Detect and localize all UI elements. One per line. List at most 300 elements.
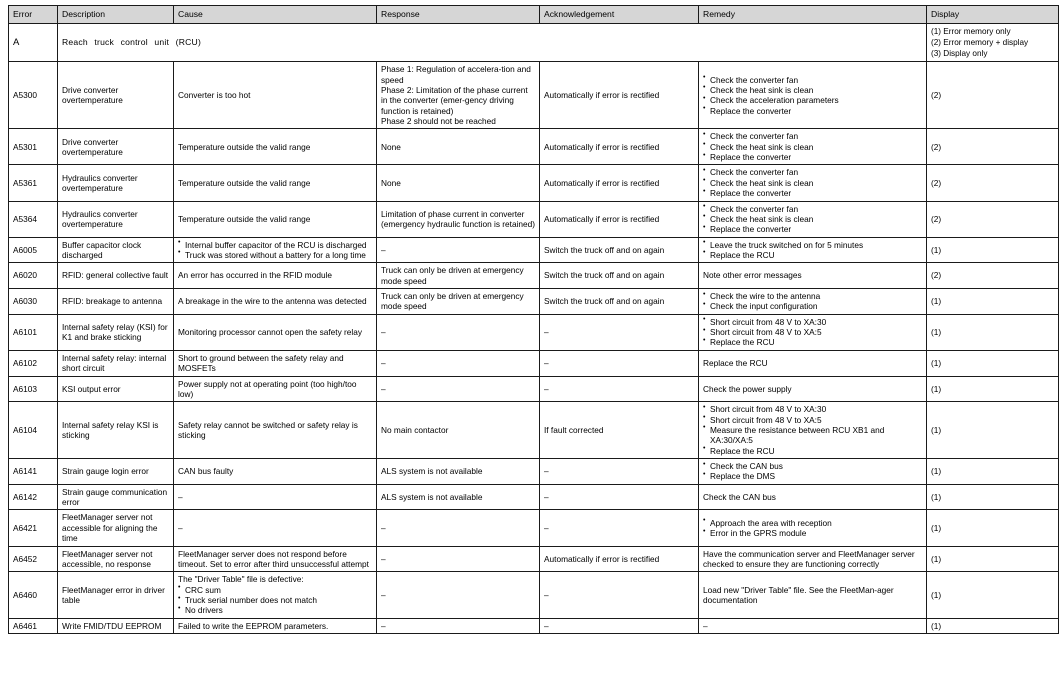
cell-cause [174,459,377,485]
table-row [9,350,1059,376]
acknowledgement-text: – [544,357,549,368]
cell-error [9,618,58,633]
cell-error [9,314,58,350]
cell-cause [174,62,377,129]
cell-acknowledgement [540,129,699,165]
remedy-bullet-item: • Check the converter fan [703,131,923,141]
description-text: Internal safety relay: internal short circuit [62,352,167,374]
cell-remedy [699,402,927,459]
remedy-text: – [703,620,708,631]
table-row [9,484,1059,510]
table-header [9,6,1059,24]
display-text: (1) [931,296,942,307]
cell-response [377,314,540,350]
error-text: A6452 [13,553,37,564]
cell-cause [174,263,377,289]
acknowledgement-text: – [544,383,549,394]
response-text: None [381,141,401,152]
response-line: Phase 2: Limitation of the phase current in the converter (emer-gency driving function is retained) [381,84,528,116]
cause-intro: The "Driver Table" file is defective: [178,574,304,585]
cell-response [377,546,540,572]
error-text: A6142 [13,491,37,502]
cell-acknowledgement [540,402,699,459]
acknowledgement-text: Automatically if error is rectified [544,177,660,188]
cause-text: An error has occurred in the RFID module [178,270,333,281]
cell-acknowledgement [540,459,699,485]
cell-cause [174,201,377,237]
cell-error [9,459,58,485]
acknowledgement-text: – [544,491,549,502]
cell-display [927,618,1059,633]
display-legend-item: (3) Display only [931,49,988,59]
response-line: Phase 2 should not be reached [381,115,496,126]
cause-text: A breakage in the wire to the antenna was detected [178,296,367,307]
table-row [9,263,1059,289]
acknowledgement-text: – [544,620,549,631]
cell-description [58,484,174,510]
cell-error [9,237,58,263]
error-text: A5300 [13,90,37,101]
cell-cause [174,572,377,618]
display-text: (1) [931,589,942,600]
cell-description [58,546,174,572]
response-text: – [381,383,386,394]
group-code: A [9,24,58,62]
error-text: A6101 [13,327,37,338]
description-text: Strain gauge login error [62,466,149,477]
description-text: Buffer capacitor clock discharged [62,239,142,260]
table-row [9,572,1059,618]
response-text: None [381,177,401,188]
cell-acknowledgement [540,350,699,376]
cell-display [927,484,1059,510]
remedy-bullet-list [703,317,923,348]
cell-error [9,289,58,315]
remedy-text: Note other error messages [703,270,802,281]
remedy-bullet-list [703,291,923,312]
cell-acknowledgement [540,546,699,572]
display-text: (2) [931,270,942,281]
response-text: – [381,553,386,564]
error-text: A6141 [13,466,37,477]
cell-error [9,201,58,237]
table-row [9,402,1059,459]
display-text: (1) [931,424,942,435]
acknowledgement-text: Automatically if error is rectified [544,213,660,224]
cell-cause [174,402,377,459]
response-text: – [381,589,386,600]
cell-acknowledgement [540,314,699,350]
cell-cause [174,237,377,263]
remedy-bullet-item: • Check the converter fan [703,204,923,214]
cell-response [377,484,540,510]
remedy-bullet-item: • Short circuit from 48 V to XA:5 [703,415,923,425]
cell-acknowledgement [540,484,699,510]
cause-bullet-item: • CRC sum [178,585,373,595]
cell-acknowledgement [540,263,699,289]
acknowledgement-text: – [544,327,549,338]
cell-description [58,201,174,237]
cause-bullet-item: • Internal buffer capacitor of the RCU is discharged [178,240,373,250]
cell-remedy [699,314,927,350]
remedy-bullet-item: • Replace the converter [703,188,923,198]
cell-cause [174,165,377,201]
cell-error [9,546,58,572]
remedy-bullet-list [703,75,923,116]
remedy-bullet-list [703,240,923,261]
cell-acknowledgement [540,510,699,546]
remedy-bullet-item: • Check the CAN bus [703,461,923,471]
cell-description [58,263,174,289]
acknowledgement-text: If fault corrected [544,424,604,435]
cell-response [377,376,540,402]
display-text: (1) [931,383,942,394]
remedy-bullet-item: • Replace the RCU [703,250,923,260]
cell-acknowledgement [540,572,699,618]
cell-description [58,237,174,263]
response-text: ALS system is not available [381,491,483,502]
table-row [9,314,1059,350]
error-text: A5364 [13,213,37,224]
cell-cause [174,350,377,376]
display-text: (1) [931,553,942,564]
group-title: Reach truck control unit (RCU) [58,24,927,62]
description-text: RFID: general collective fault [62,270,169,281]
cell-description [58,618,174,633]
cell-display [927,289,1059,315]
cell-display [927,402,1059,459]
remedy-text: Load new "Driver Table" file. See the FleetMan-ager documentation [703,584,894,605]
cell-display [927,459,1059,485]
remedy-bullet-item: • Short circuit from 48 V to XA:5 [703,327,923,337]
description-text: Hydraulics converter overtemperature [62,172,138,193]
table-header-row [9,6,1059,24]
acknowledgement-text: – [544,522,549,533]
remedy-bullet-item: • Check the heat sink is clean [703,214,923,224]
cell-response [377,201,540,237]
cell-description [58,289,174,315]
cell-display [927,129,1059,165]
response-line: Phase 1: Regulation of accelera-tion and speed [381,64,531,85]
error-text: A6461 [13,620,37,631]
remedy-bullet-list [703,461,923,482]
cell-display [927,237,1059,263]
display-text: (1) [931,466,942,477]
remedy-text: Have the communication server and FleetManager server checked to ensure they are functioning correctly [703,548,915,569]
remedy-bullet-list [703,167,923,198]
cell-acknowledgement [540,376,699,402]
error-text: A6030 [13,296,37,307]
table-row [9,510,1059,546]
cell-description [58,510,174,546]
remedy-bullet-item: • Replace the converter [703,106,923,116]
cell-cause [174,314,377,350]
description-text: Hydraulics converter overtemperature [62,208,138,230]
cell-description [58,62,174,129]
display-text: (2) [931,213,942,224]
display-text: (1) [931,357,942,368]
cell-remedy [699,165,927,201]
cell-response [377,62,540,129]
description-text: FleetManager server not accessible for aligning the time [62,512,158,544]
remedy-bullet-list [703,204,923,235]
error-text: A5301 [13,141,37,152]
table-row [9,459,1059,485]
table-row [9,165,1059,201]
cause-text: Converter is too hot [178,90,251,101]
cell-description [58,376,174,402]
acknowledgement-text: Switch the truck off and on again [544,296,665,307]
cause-bullet-item: • Truck serial number does not match [178,595,373,605]
cell-error [9,129,58,165]
cause-text: Safety relay cannot be switched or safety relay is sticking [178,419,358,441]
error-text: A5361 [13,177,37,188]
cell-cause [174,546,377,572]
remedy-text: Replace the RCU [703,357,768,368]
cell-response [377,402,540,459]
cause-text: Temperature outside the valid range [178,213,311,224]
cell-display [927,201,1059,237]
cell-description [58,165,174,201]
cell-error [9,165,58,201]
cell-display [927,510,1059,546]
cause-text: CAN bus faulty [178,466,234,477]
response-text: – [381,244,386,255]
acknowledgement-text: Automatically if error is rectified [544,90,660,101]
cell-cause [174,510,377,546]
cell-error [9,402,58,459]
display-legend-item: (2) Error memory + display [931,38,1029,48]
display-legend [927,24,1059,62]
response-text: Limitation of phase current in converter (emergency hydraulic function is retained) [381,208,536,230]
table-row [9,546,1059,572]
cell-acknowledgement [540,165,699,201]
cell-display [927,350,1059,376]
table-row [9,129,1059,165]
cell-acknowledgement [540,201,699,237]
display-text: (2) [931,90,942,101]
remedy-bullet-item: • Replace the converter [703,224,923,234]
cell-cause [174,484,377,510]
cell-remedy [699,546,927,572]
cell-acknowledgement [540,237,699,263]
cell-remedy [699,484,927,510]
response-text: ALS system is not available [381,466,483,477]
cell-response [377,129,540,165]
remedy-bullet-item: • Check the converter fan [703,167,923,177]
description-text: Internal safety relay (KSI) for K1 and brake sticking [62,321,168,343]
cause-text: FleetManager server does not respond before timeout. Set to error after third unsuccessful attempt [178,548,369,569]
cell-remedy [699,129,927,165]
cell-display [927,572,1059,618]
remedy-bullet-item: • Check the input configuration [703,301,923,311]
remedy-text: Check the CAN bus [703,491,776,502]
remedy-bullet-item: • Check the heat sink is clean [703,142,923,152]
description-text: FleetManager server not accessible, no response [62,548,153,569]
response-text: – [381,327,386,338]
remedy-bullet-item: • Replace the DMS [703,471,923,481]
cell-error [9,376,58,402]
remedy-bullet-list [703,131,923,162]
remedy-bullet-item: • Measure the resistance between RCU XB1 and XA:30/XA:5 [703,425,923,446]
cause-bullet-item: • Truck was stored without a battery for a long time [178,250,373,260]
remedy-bullet-item: • Replace the converter [703,152,923,162]
cell-error [9,484,58,510]
error-text: A6460 [13,589,37,600]
error-code-table [8,5,1059,634]
cell-remedy [699,237,927,263]
cell-acknowledgement [540,289,699,315]
description-text: Strain gauge communication error [62,486,168,508]
description-text: Internal safety relay KSI is sticking [62,419,159,441]
table-row [9,618,1059,633]
column-header-response: Response [377,6,540,24]
cell-description [58,129,174,165]
cell-remedy [699,350,927,376]
cause-text: Temperature outside the valid range [178,141,311,152]
cause-bullet-list [178,240,373,261]
cell-remedy [699,618,927,633]
acknowledgement-text: Automatically if error is rectified [544,553,660,564]
cell-remedy [699,572,927,618]
error-text: A6020 [13,270,37,281]
description-text: Drive converter overtemperature [62,84,123,106]
cause-text: – [178,491,183,502]
response-text: – [381,522,386,533]
remedy-bullet-item: • Approach the area with reception [703,518,923,528]
remedy-bullet-item: • Check the heat sink is clean [703,85,923,95]
cause-text: Short to ground between the safety relay and MOSFETs [178,352,344,374]
cell-remedy [699,510,927,546]
error-text: A6102 [13,357,37,368]
cell-cause [174,618,377,633]
cell-remedy [699,201,927,237]
error-text: A6104 [13,424,37,435]
table-row [9,62,1059,129]
cell-remedy [699,289,927,315]
remedy-bullet-item: • Short circuit from 48 V to XA:30 [703,317,923,327]
description-text: RFID: breakage to antenna [62,296,163,307]
remedy-bullet-item: • Short circuit from 48 V to XA:30 [703,404,923,414]
remedy-bullet-item: • Replace the RCU [703,446,923,456]
cell-response [377,459,540,485]
remedy-bullet-item: • Check the wire to the antenna [703,291,923,301]
cell-description [58,350,174,376]
display-text: (1) [931,522,942,533]
cell-response [377,350,540,376]
acknowledgement-text: Switch the truck off and on again [544,270,665,281]
response-text: Truck can only be driven at emergency mode speed [381,291,524,312]
remedy-bullet-list [703,518,923,539]
cell-acknowledgement [540,62,699,129]
cell-display [927,376,1059,402]
cause-text: Power supply not at operating point (too high/too low) [178,378,357,399]
cell-display [927,62,1059,129]
table-row [9,201,1059,237]
response-text: – [381,357,386,368]
cause-text: Failed to write the EEPROM parameters. [178,620,329,631]
cell-remedy [699,376,927,402]
response-text: Truck can only be driven at emergency mode speed [381,265,524,286]
display-text: (2) [931,177,942,188]
table-row [9,237,1059,263]
cell-remedy [699,263,927,289]
error-text: A6421 [13,522,37,533]
remedy-bullet-item: • Leave the truck switched on for 5 minutes [703,240,923,250]
cell-description [58,572,174,618]
cause-text: Temperature outside the valid range [178,177,311,188]
description-text: Write FMID/TDU EEPROM [62,620,162,631]
remedy-bullet-item: • Error in the GPRS module [703,528,923,538]
acknowledgement-text: Switch the truck off and on again [544,244,665,255]
cell-display [927,314,1059,350]
remedy-bullet-item: • Replace the RCU [703,337,923,347]
cell-response [377,237,540,263]
column-header-display: Display [927,6,1059,24]
cell-display [927,263,1059,289]
table-body [9,24,1059,634]
remedy-text: Check the power supply [703,383,792,394]
cell-remedy [699,459,927,485]
remedy-bullet-item: • Check the acceleration parameters [703,95,923,105]
table-row [9,376,1059,402]
cell-cause [174,289,377,315]
cell-cause [174,376,377,402]
remedy-bullet-list [703,404,923,456]
cell-cause [174,129,377,165]
display-text: (1) [931,620,942,631]
column-header-error: Error [9,6,58,24]
response-line-list [381,64,536,126]
cause-text: – [178,522,183,533]
cell-error [9,510,58,546]
cell-remedy [699,62,927,129]
display-legend-item: (1) Error memory only [931,27,1011,36]
response-text: – [381,620,386,631]
cell-response [377,510,540,546]
cell-acknowledgement [540,618,699,633]
cell-display [927,165,1059,201]
cell-response [377,263,540,289]
cell-description [58,402,174,459]
cell-error [9,350,58,376]
column-header-acknowledgement: Acknowledgement [540,6,699,24]
acknowledgement-text: Automatically if error is rectified [544,141,660,152]
table-group-row [9,24,1059,62]
remedy-bullet-item: • Check the converter fan [703,75,923,85]
description-text: KSI output error [62,383,121,394]
cell-response [377,572,540,618]
cell-description [58,459,174,485]
cause-text: Monitoring processor cannot open the safety relay [178,327,363,338]
error-text: A6005 [13,244,37,255]
response-text: No main contactor [381,424,449,435]
cause-bullet-item: • No drivers [178,605,373,615]
display-text: (2) [931,141,942,152]
description-text: Drive converter overtemperature [62,136,123,157]
column-header-remedy: Remedy [699,6,927,24]
acknowledgement-text: – [544,589,549,600]
display-text: (1) [931,491,942,502]
error-text: A6103 [13,383,37,394]
cell-response [377,618,540,633]
cell-description [58,314,174,350]
column-header-description: Description [58,6,174,24]
acknowledgement-text: – [544,466,549,477]
column-header-cause: Cause [174,6,377,24]
table-row [9,289,1059,315]
remedy-bullet-item: • Check the heat sink is clean [703,178,923,188]
